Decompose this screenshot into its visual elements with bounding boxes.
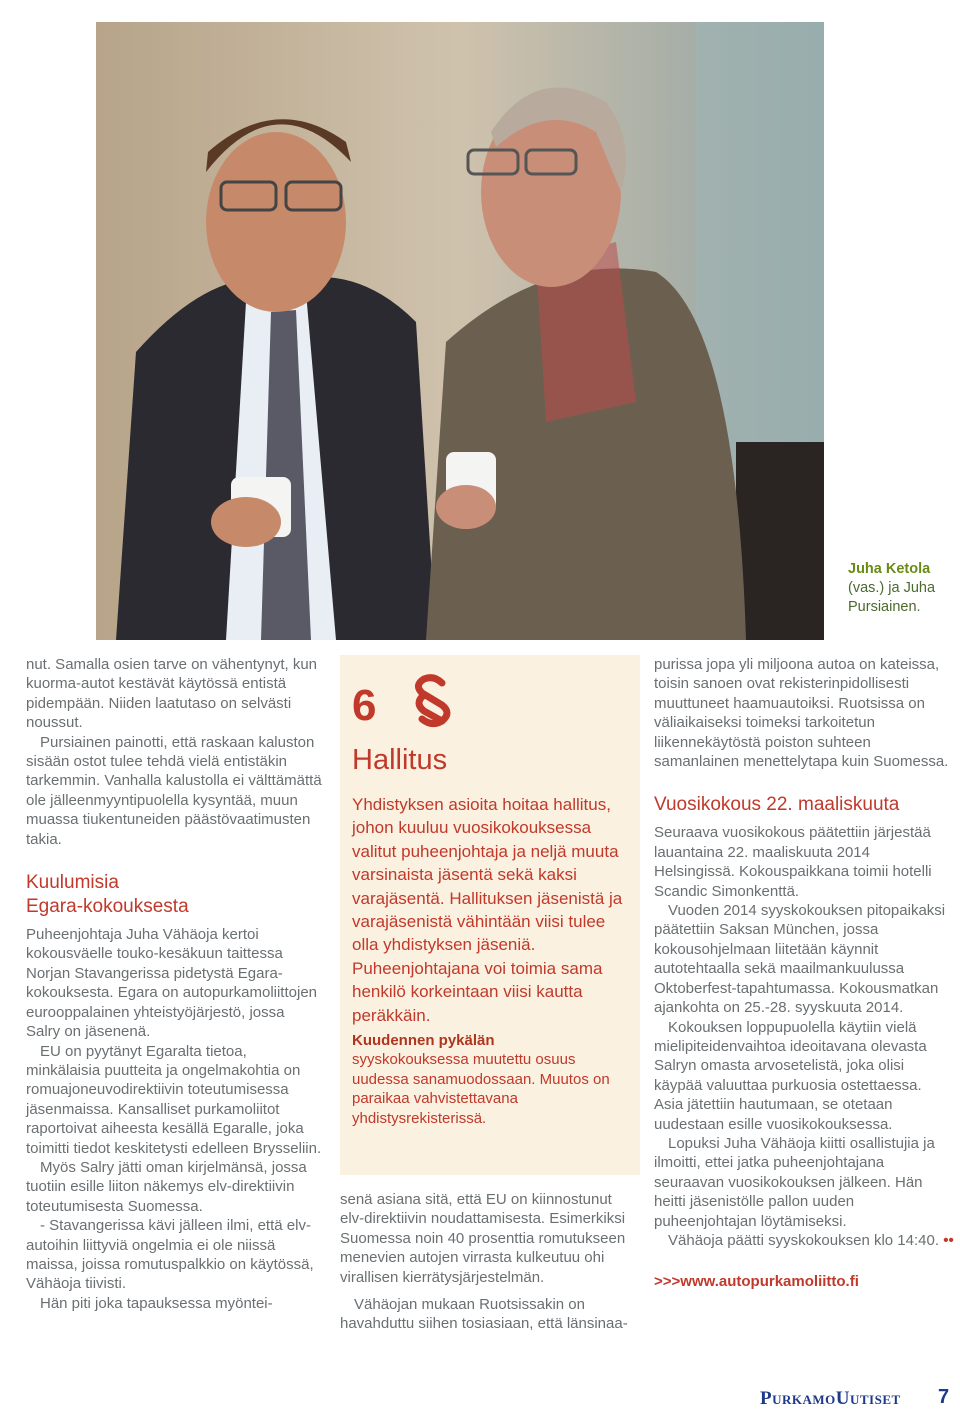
paragraph <box>654 1231 954 1250</box>
end-mark: •• <box>943 1231 954 1249</box>
box-note-text: syyskokouksessa muutettu osuus uudessa sanamuodossaan. Muutos on paraikaa vahvistettavana yhdistysrekisterissä. <box>352 1051 610 1127</box>
section-heading: Vuosikokous 22. maaliskuuta <box>654 794 900 816</box>
photo-caption <box>848 560 948 617</box>
website-link[interactable]: >>>www.autopurkamoliitto.fi <box>654 1273 859 1291</box>
paragraph: Kokouksen loppupuolella käytiin vielä mielipiteidenvaihtoa ideoitavana olevasta Salryn omasta arvosetelistä, joka olisi käypää valuuttaa purkuosia ostettaessa. Asia jätettiin hautumaan, se otetaan uudestaan esille vuosikokouksessa. <box>654 1018 927 1133</box>
closing-text: Vähäoja päätti syyskokouksen klo 14:40. <box>668 1231 940 1249</box>
paragraph: Vuoden 2014 syyskokouksen pitopaikaksi päätettiin Saksan München, jossa kokousohjelmaan liitetään käynnit autotehtaalla sekä maailmankuulussa Oktoberfest-tapahtumassa. Kokousmatkan ajankohta on 25.-28. syyskuuta 2014. <box>654 902 946 1017</box>
paragraph: senä asiana sitä, että EU on kiinnostunut elv-direktiivin noudattamisesta. Esimerkiksi Suomessa noin 40 prosenttia romutukseen menevien autojen virrasta kulkeutuu ohi virallisen kierrätysjärjestelmän. <box>340 1191 626 1286</box>
column-left <box>26 655 322 1313</box>
column-middle-lower <box>340 1190 640 1334</box>
box-note <box>352 1031 612 1128</box>
box-title: Hallitus <box>352 744 448 776</box>
photo-two-men-talking <box>96 22 824 640</box>
page-number: 7 <box>938 1386 950 1408</box>
paragraph: Pursiainen painotti, että raskaan kaluston sisään ostot tulee tehdä vielä entistäkin tarkemmin. Vanhalla kalustolla ei välttämättä ole jälleenmyyntipuolella kysyntää, muun muassa tiukentuneiden päästövaatimusten takia. <box>26 733 322 848</box>
section-heading-line2: Egara-kokouksesta <box>26 896 189 918</box>
box-body: Yhdistyksen asioita hoitaa hallitus, johon kuuluu vuosikokouksessa valitut puheenjohtaja ja neljä muuta varsinaista jäsentä sekä kaksi varajäsentä. Hallituksen jäsenistä ja varajäsenistä vähintään viisi tulee olla yhdistyksen jäseniä. Puheenjohtajana voi toimia sama henkilö korkeintaan viisi kauttа peräkkäin. <box>352 795 623 1025</box>
section-sign-icon <box>408 673 458 735</box>
caption-text: (vas.) ja Juha Pursiainen. <box>848 580 936 615</box>
paragraph: nut. Samalla osien tarve on vähentynyt, kun kuorma-autot kestävät käytössä entistä pidempään. Niiden laatutaso on selvästi noussut. <box>26 656 318 732</box>
box-note-lead: Kuudennen pykälän <box>352 1032 495 1049</box>
paragraph: EU on pyytänyt Egaralta tietoa, minkälaisia puutteita ja ongelmakohtia on romuajoneuvodirektiivin toteutumisessa jäsenmaissa. Kansalliset purkamoliitot raportoivat aiheesta kesällä Egaralle, joka toimitti tiedot keskitetysti edelleen Brysseliin. <box>26 1042 322 1157</box>
column-right <box>654 655 954 1292</box>
paragraph: Seuraava vuosikokous päätettiin järjestää lauantaina 22. maaliskuuta 2014 Helsingissä. Kokouspaikkana toimii hotelli Scandic Simonkenttä. <box>654 824 932 900</box>
section-heading-line1: Kuulumisia <box>26 872 119 894</box>
paragraph: purissa jopa yli miljoona autoa on kateissa, toisin sanoen ovat rekisterinpidollisesti muuttuneet haamuautoiksi. Ruotsissa on väliaikaiseksi toimeksi tarkoitetun liikennekäytöstä poiston suhteen samanlainen menettelytapa kuin Suomessa. <box>654 656 949 771</box>
paragraph: - Stavangerissa kävi jälleen ilmi, että elv-autoihin liittyviä ongelmia ei ole niissä maissa, joissa romutuspalkkio on käytössä, Vähäoja tiivisti. <box>26 1217 314 1293</box>
section-number: 6 <box>352 681 377 730</box>
paragraph: Puheenjohtaja Juha Vähäoja kertoi kokousväelle touko-kesäkuun taittessa Norjan Stavangerissa pidetystä Egara-kokouksesta. Egara on autopurkamoliittojen eurooppalainen yhteistyöjärjestö, jossa Salry on jäsenenä. <box>26 926 318 1041</box>
paragraph: Myös Salry jätti oman kirjelmänsä, jossa tuotiin esille liiton näkemys elv-direktiivin toteutumisesta Suomessa. <box>26 1158 307 1215</box>
caption-name: Juha Ketola <box>848 561 931 577</box>
paragraph: Hän piti joka tapauksessa myöntei- <box>40 1294 273 1312</box>
paragraph: Vähäojan mukaan Ruotsissakin on havahduttu siihen tosiasiaan, että länsinaa- <box>340 1296 628 1333</box>
statute-box <box>340 655 640 1175</box>
magazine-brand: PurkamoUutiset <box>760 1388 901 1409</box>
paragraph: Lopuksi Juha Vähäoja kiitti osallistujia ja ilmoitti, ettei jatka puheenjohtajana seuraavan vuosikokouksen jälkeen. Hän heitti jäsenistölle pallon uuden puheenjohtajan löytämiseksi. <box>654 1134 935 1230</box>
